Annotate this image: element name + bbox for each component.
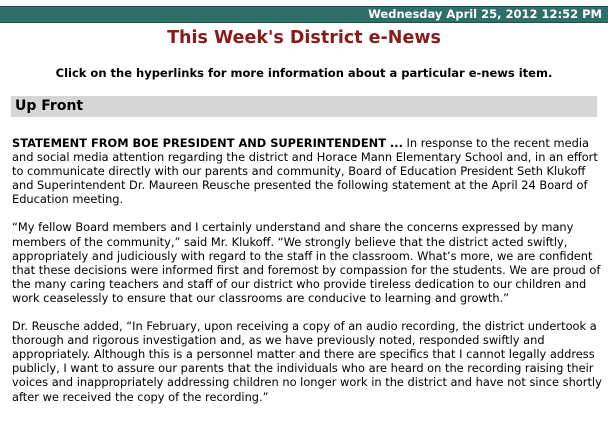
instructions-text: Click on the hyperlinks for more information about a particular e-news item. — [55, 66, 553, 80]
section-title: Up Front — [15, 98, 84, 114]
date-bar — [0, 6, 608, 23]
article-paragraph-3: Dr. Reusche added, “In February, upon receiving a copy of an audio recording, the district undertook a thorough and rigorous investigation and, as we have previously noted, responded swiftly and appropriately. Although this is a personnel matter and there are specifics that I cannot legally address publicly, I want to assure our parents that the individuals who are heard on the recording raising their voices and inappropriately addressing children no longer work in the district and have not since shortly after we received the copy of the recording.” — [12, 319, 602, 404]
section-header-up-front — [11, 96, 597, 117]
article-paragraph-1-text: In response to the recent media and social media attention regarding the district and Horace Mann Elementary School and, in an effort to communicate directly with our parents and community, Board of Education President Seth Klukoff and Superintendent Dr. Maureen Reusche presented the following statement at the April 24 Board of Education meeting. — [12, 136, 598, 207]
article-paragraph-2: “My fellow Board members and I certainly understand and share the concerns expressed by many members of the community,” said Mr. Klukoff. “We strongly believe that the district acted swiftly, appropriately and judiciously with regard to the staff in the classroom. What’s more, we are confident that these decisions were informed first and foremost by compassion for the students. We are proud of the many caring teachers and staff of our district who provide tireless dedication to our children and work ceaselessly to ensure that our classrooms are conducive to learning and growth.” — [12, 220, 601, 305]
article-paragraph-1 — [12, 136, 602, 206]
date-time-label: Wednesday April 25, 2012 12:52 PM — [368, 7, 602, 21]
article-lead-link[interactable]: STATEMENT FROM BOE PRESIDENT AND SUPERINTENDENT ... — [12, 136, 403, 150]
page-title: This Week's District e-News — [167, 28, 441, 48]
article-body — [12, 136, 602, 418]
